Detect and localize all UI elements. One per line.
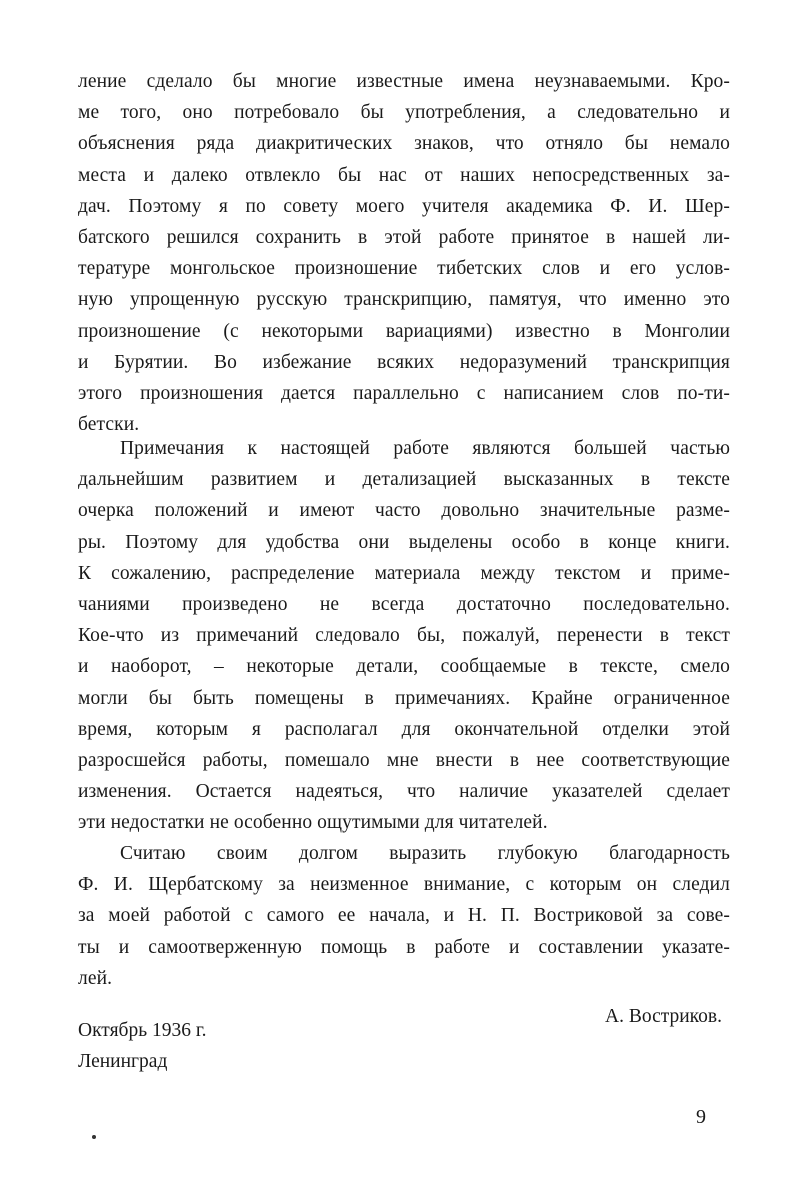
text-line: объяснения ряда диакритических знаков, что отняло бы немало: [78, 133, 730, 155]
text-line: ры. Поэтому для удобства они выделены особо в конце книги.: [78, 531, 730, 553]
text-line: время, которым я располагал для окончательной отделки этой: [78, 718, 730, 740]
text-line: тературе монгольское произношение тибетских слов и его услов-: [78, 258, 730, 280]
date-line: Октябрь 1936 г.: [78, 1020, 207, 1041]
text-line: произношение (с некоторыми вариациями) известно в Монголии: [78, 320, 730, 342]
text-line: разросшейся работы, помешало мне внести в нее соответствующие: [78, 749, 730, 771]
paragraph-transcription-note: [78, 66, 730, 440]
text-line: изменения. Остается надеяться, что наличие указателей сделает: [78, 781, 730, 803]
text-line: Ф. И. Щербатскому за неизменное внимание, с которым он следил: [78, 874, 730, 896]
paragraph-notes-explanation: [78, 433, 730, 838]
text-line: ную упрощенную русскую транскрипцию, памятуя, что именно это: [78, 289, 730, 311]
text-line: могли бы быть помещены в примечаниях. Крайне ограниченное: [78, 687, 730, 709]
text-line: батского решился сохранить в этой работе принятое в нашей ли-: [78, 226, 730, 248]
text-line: места и далеко отвлекло бы нас от наших непосредственных за-: [78, 164, 730, 186]
text-line: ты и самоотверженную помощь в работе и составлении указате-: [78, 936, 730, 958]
text-line: этого произношения дается параллельно с написанием слов по-ти-: [78, 382, 730, 404]
text-line: дальнейшим развитием и детализацией высказанных в тексте: [78, 469, 730, 491]
text-line: Считаю своим долгом выразить глубокую благодарность: [120, 843, 730, 864]
page-number: 9: [696, 1106, 706, 1128]
text-line: Кое-что из примечаний следовало бы, пожалуй, перенести в текст: [78, 625, 730, 647]
text-line: ление сделало бы многие известные имена неузнаваемыми. Кро-: [78, 71, 730, 92]
text-line: за моей работой с самого ее начала, и Н. П. Востриковой за сове-: [78, 905, 730, 927]
text-line: и Бурятии. Во избежание всяких недоразумений транскрипция: [78, 351, 730, 373]
text-line: Примечания к настоящей работе являются большей частью: [120, 438, 730, 459]
author-signature: А. Востриков.: [605, 1006, 722, 1027]
text-line: очерка положений и имеют часто довольно значительные разме-: [78, 500, 730, 522]
text-line: дач. Поэтому я по совету моего учителя академика Ф. И. Шер-: [78, 195, 730, 217]
paragraph-acknowledgements: [78, 838, 730, 994]
text-line: ме того, оно потребовало бы употребления, а следовательно и: [78, 102, 730, 124]
text-line: лей.: [78, 967, 113, 989]
print-speck: [92, 1135, 96, 1139]
text-line: и наоборот, – некоторые детали, сообщаемые в тексте, смело: [78, 656, 730, 678]
text-line: эти недостатки не особенно ощутимыми для читателей.: [78, 812, 548, 834]
text-line: бетски.: [78, 414, 140, 436]
text-line: К сожалению, распределение материала между текстом и приме-: [78, 562, 730, 584]
place-line: Ленинград: [78, 1051, 168, 1072]
text-line: чаниями произведено не всегда достаточно последовательно.: [78, 593, 730, 615]
